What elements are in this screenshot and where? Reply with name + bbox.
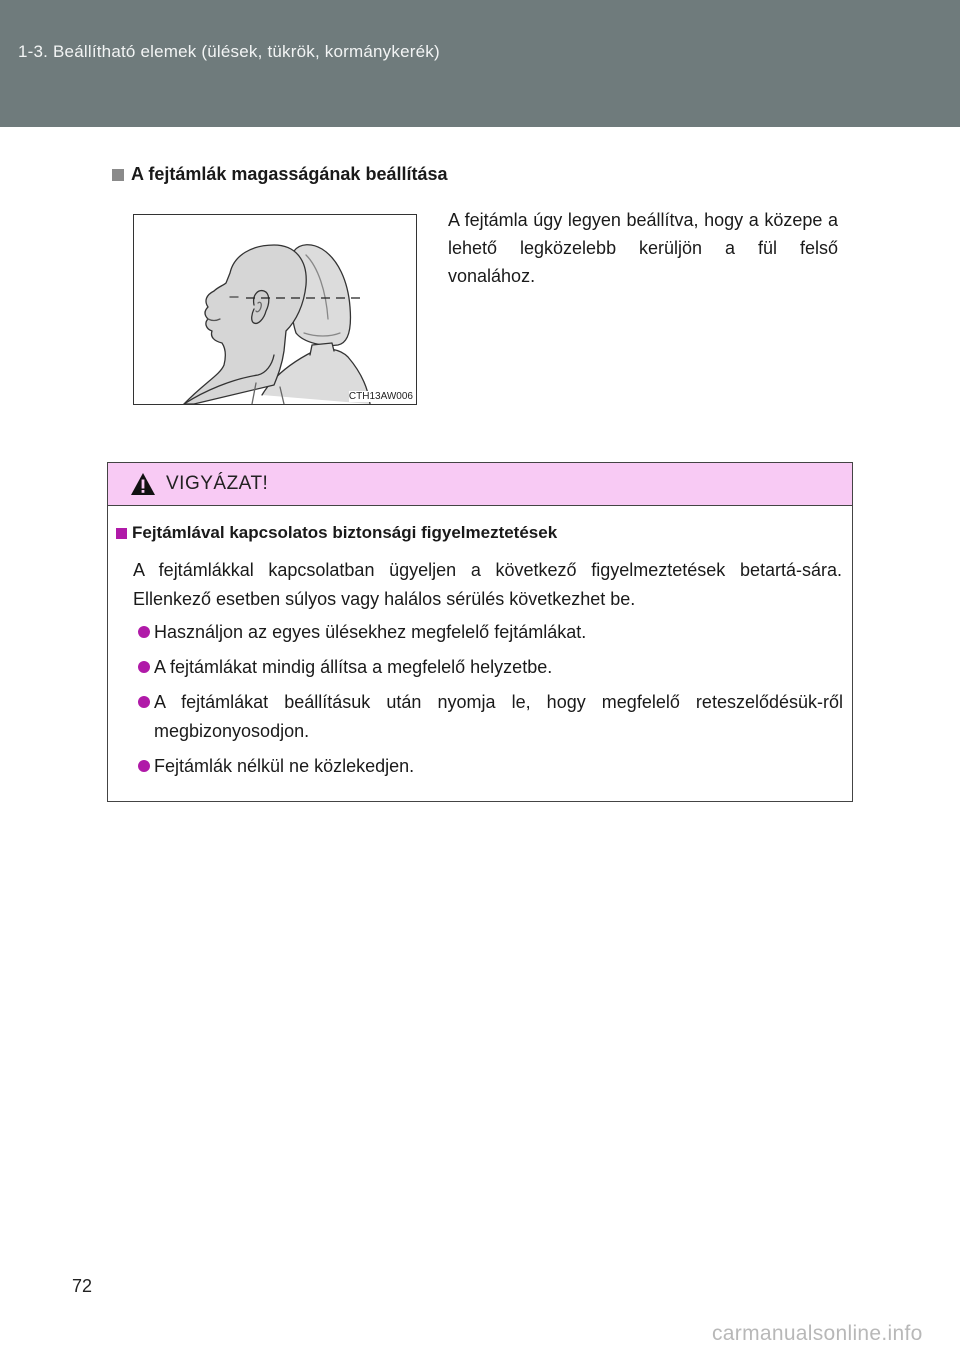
warning-title: VIGYÁZAT! — [166, 473, 269, 494]
figure-code: CTH13AW006 — [348, 391, 413, 402]
square-bullet-icon — [112, 169, 124, 181]
warning-intro: A fejtámlákkal kapcsolatban ügyeljen a következő figyelmeztetések betartá-sára. Ellenkező esetben súlyos vagy halálos sérülés következhet be. — [133, 560, 842, 609]
warning-subheading-text: Fejtámlával kapcsolatos biztonsági figyelmeztetések — [132, 523, 558, 542]
round-bullet-icon — [138, 661, 150, 673]
square-bullet-icon — [116, 528, 127, 539]
watermark: carmanualsonline.info — [712, 1322, 923, 1345]
warning-header — [108, 463, 852, 506]
list-item — [138, 752, 843, 781]
warning-subheading — [116, 523, 557, 543]
bullet-text: A fejtámlákat mindig állítsa a megfelelő helyzetbe. — [154, 657, 553, 677]
round-bullet-icon — [138, 760, 150, 772]
page-header — [0, 0, 960, 127]
headrest-illustration — [133, 214, 417, 405]
list-item — [138, 688, 843, 746]
head-profile-icon — [134, 215, 416, 404]
round-bullet-icon — [138, 626, 150, 638]
header-title: 1-3. Beállítható elemek (ülések, tükrök, kormánykerék) — [18, 42, 440, 61]
section-heading-text: A fejtámlák magasságának beállítása — [131, 164, 448, 184]
bullet-text: Fejtámlák nélkül ne közlekedjen. — [154, 756, 415, 776]
warning-box — [107, 462, 853, 802]
bullet-text: A fejtámlákat beállításuk után nyomja le, hogy megfelelő reteszelődésük-ről megbizonyosodjon. — [154, 692, 843, 741]
round-bullet-icon — [138, 696, 150, 708]
bullet-text: Használjon az egyes ülésekhez megfelelő fejtámlákat. — [154, 622, 587, 642]
warning-bullet-list — [138, 618, 843, 787]
warning-triangle-icon — [130, 472, 156, 496]
section-heading — [112, 164, 448, 185]
list-item — [138, 653, 843, 682]
page-number: 72 — [72, 1276, 93, 1296]
list-item — [138, 618, 843, 647]
headrest-description: A fejtámla úgy legyen beállítva, hogy a közepe a lehető legközelebb kerüljön a fül felső vonalához. — [448, 210, 838, 286]
